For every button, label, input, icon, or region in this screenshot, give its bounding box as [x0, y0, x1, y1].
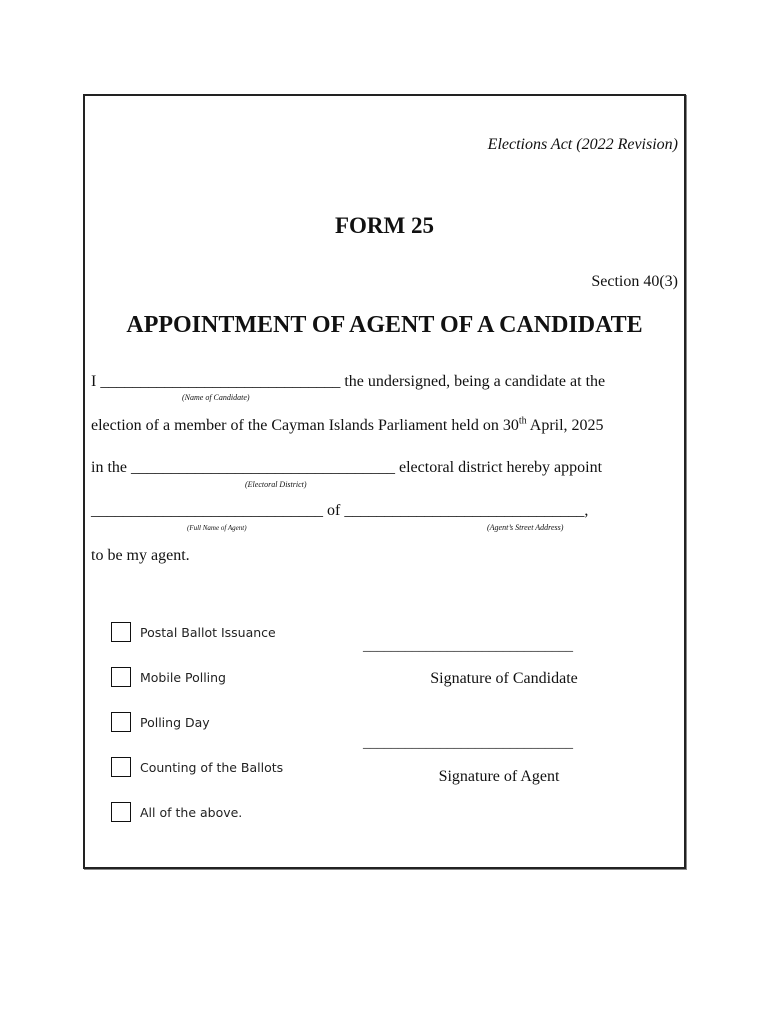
option-label: Counting of the Ballots: [140, 759, 284, 775]
of-text: of: [327, 502, 341, 519]
undersigned-text: the undersigned, being a candidate at the: [344, 373, 606, 390]
mobile-polling-checkbox[interactable]: [111, 667, 131, 687]
section-reference: Section 40(3): [591, 273, 678, 290]
agent-line: [91, 502, 588, 520]
caption-agent-street-address: (Agent’s Street Address): [487, 523, 564, 532]
election-date-end: April, 2025: [529, 417, 604, 434]
form-title: APPOINTMENT OF AGENT OF A CANDIDATE: [126, 312, 643, 338]
counting-ballots-checkbox[interactable]: [111, 757, 131, 777]
caption-name-of-candidate: (Name of Candidate): [182, 393, 250, 402]
agent-address-blank[interactable]: ______________________________,: [344, 502, 589, 519]
option-postal-ballot-issuance[interactable]: [111, 620, 276, 644]
in-the-text: in the: [91, 459, 127, 476]
option-label: Polling Day: [140, 714, 210, 730]
option-mobile-polling[interactable]: [111, 665, 226, 689]
option-polling-day[interactable]: [111, 710, 210, 734]
option-label: All of the above.: [140, 804, 243, 820]
caption-electoral-district: (Electoral District): [245, 480, 307, 489]
postal-ballot-checkbox[interactable]: [111, 622, 131, 642]
agent-appointment-text: to be my agent.: [91, 547, 190, 564]
agent-signature-label: Signature of Agent: [438, 768, 560, 785]
candidate-signature-label: Signature of Candidate: [430, 670, 578, 687]
form-25-document: [83, 94, 686, 869]
option-all-of-the-above[interactable]: [111, 800, 242, 824]
pronoun-text: I: [91, 373, 97, 390]
form-number: FORM 25: [334, 213, 434, 238]
election-line: [91, 417, 604, 435]
option-label: Mobile Polling: [140, 669, 226, 685]
agent-signature-line[interactable]: ______________________________: [363, 736, 573, 751]
option-counting-of-ballots[interactable]: [111, 755, 283, 779]
election-text: election of a member of the Cayman Islands Parliament held on 30: [91, 417, 519, 434]
candidate-line: [91, 373, 605, 391]
polling-day-checkbox[interactable]: [111, 712, 131, 732]
act-reference: Elections Act (2022 Revision): [487, 136, 678, 153]
option-label: Postal Ballot Issuance: [140, 624, 276, 640]
appoint-text: electoral district hereby appoint: [399, 459, 603, 476]
district-line: [91, 459, 602, 477]
candidate-signature-line[interactable]: ______________________________: [363, 639, 573, 654]
caption-full-name-of-agent: (Full Name of Agent): [187, 524, 247, 532]
agent-name-blank[interactable]: _____________________________: [91, 502, 323, 519]
all-above-checkbox[interactable]: [111, 802, 131, 822]
date-superscript: th: [518, 415, 527, 427]
candidate-name-blank[interactable]: ______________________________: [100, 373, 341, 390]
electoral-district-blank[interactable]: _________________________________: [131, 459, 395, 476]
